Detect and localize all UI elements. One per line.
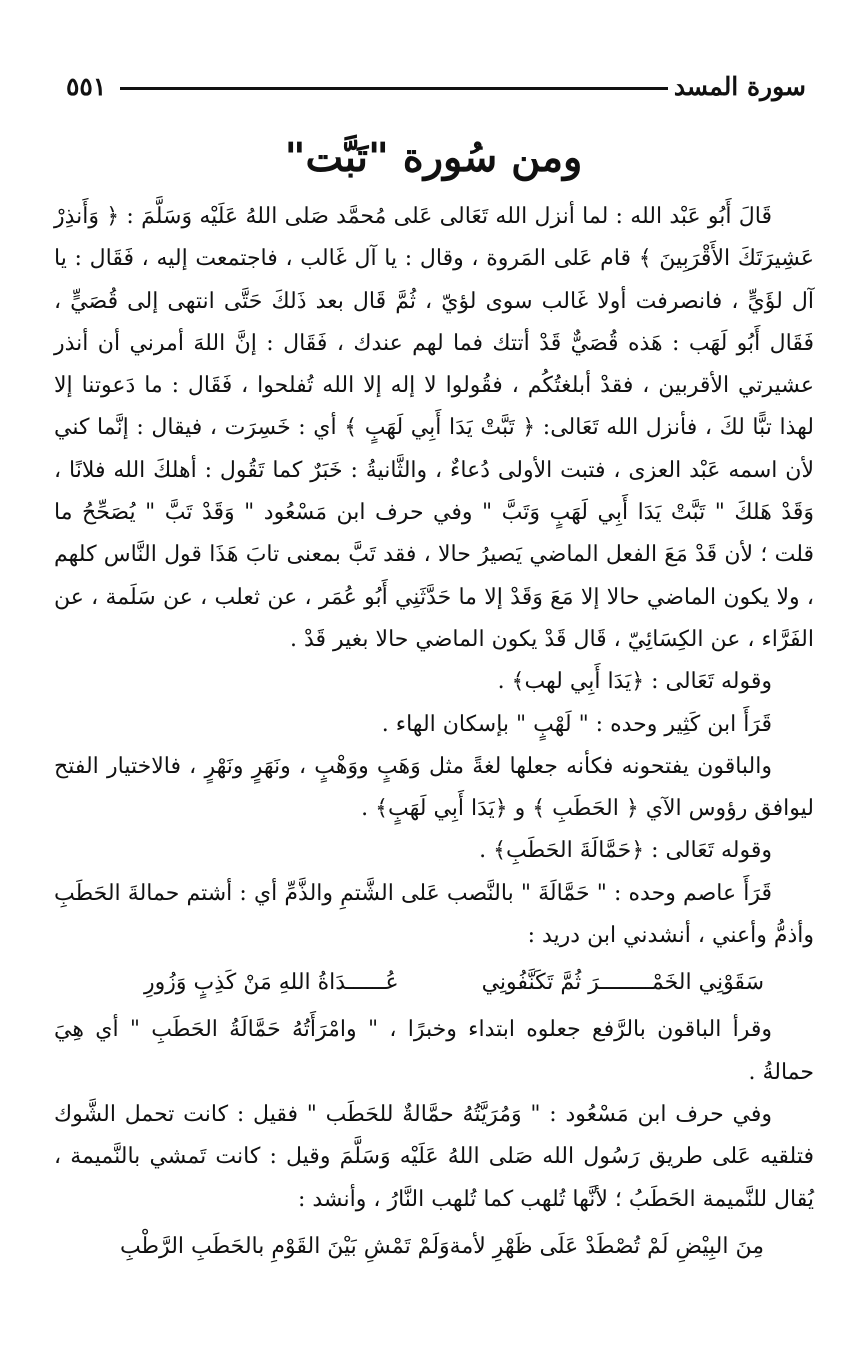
paragraph: قَرَأَ ابن كَثِير وحده : " لَهْبٍ " بإسكان الهاء . [381, 711, 772, 737]
body-text [54, 196, 814, 1273]
poetry-verse [54, 957, 814, 1009]
verse-first-hemistich: مِنَ البِيْضِ لَمْ تُصْطَدْ عَلَى ظَهْرِ لأمة [449, 1233, 764, 1259]
verse-first-hemistich: سَقَوْنِي الخَمْــــــــرَ ثُمَّ تَكَنَّفُونِي [481, 970, 764, 996]
paragraph: قَالَ أَبُو عَبْد الله : لما أنزل الله تَعَالى عَلى مُحمَّد صَلى اللهُ عَلَيْه وَسَلَّمَ : ﴿ وَأَنذِرْ عَشِيرَتَكَ الأَقْرَبِينَ ﴾ قام عَلى المَروة ، وقال : يا آل غَالب ، فاجتمعت إليه ، فَقَال : يا آل لؤَيٍّ ، فانصرفت أولا غَالب سوى لؤيّ ، ثُمَّ قَال بعد ذَلكَ حَتَّى انتهى إلى قُصَيٍّ ، فَقَال أَبُو لَهَب : هَذه قُصَيٌّ قَدْ أتتك فما لهم عندك ، فَقَال : إنَّ اللهَ أمرني أن أنذر عشيرتي الأقربين ، فقدْ أبلغتُكُم ، فقُولوا لا إله إلا الله تُفلحوا ، فَقَال : ما دَعوتنا إلا لهذا تبًّا لكَ ، فأنزل الله تَعَالى: ﴿ تَبَّتْ يَدَا أَبِي لَهَبٍ ﴾ أي : خَسِرَت ، فيقال : إنَّما كني لأن اسمه عَبْد العزى ، فتبت الأولى دُعاءٌ ، والثَّانيةُ : خَبَرٌ كما تَقُول : أهلكَ الله فلانًا ، وَقَدْ هَلكَ " تَبَّتْ يَدَا أَبِي لَهَبٍ وَتَبَّ " وفي حرف ابن مَسْعُود " وَقَدْ تَبَّ " يُصَحِّحُ ما قلت ؛ لأن قَدْ مَعَ الفعل الماضي يَصيرُ حالا ، فقد تَبَّ بمعنى تابَ هَذَا قول النَّاس كلهم ، ولا يكون الماضي حالا إلا مَعَ وَقَدْ إلا ما حَدَّثَنِي أَبُو عُمَر ، عن ثعلب ، عن سَلَمة ، عن الفَرَّاء ، عن الكِسَائِيّ ، قَال قَدْ يكون الماضي حالا بغير قَدْ . [54, 204, 814, 652]
paragraph: وفي حرف ابن مَسْعُود : " وَمُرَيَّتُهُ حمَّالةٌ للحَطَب " فقيل : كانت تحمل الشَّوك فتلقيه عَلى طريق رَسُول الله صَلى اللهُ عَلَيْه وَسَلَّمَ وقيل : كانت تَمشي بالنَّميمة ، يُقال للنَّميمة الحَطَبُ ؛ لأنَّها تُلهب كما تُلهب النَّارُ ، وأنشد : [54, 1101, 814, 1212]
running-title: سورة المسد [673, 72, 806, 101]
paragraph: قَرَأَ عاصم وحده : " حَمَّالَةَ " بالنَّصب عَلى الشَّتمِ والذَّمِّ أي : أشتم حمالةَ الحَطَبِ وأذمُّ وأعني ، أنشدني ابن دريد : [54, 880, 814, 949]
paragraph: وقرأ الباقون بالرَّفع جعلوه ابتداء وخبرًا ، " وامْرَأَتُهُ حَمَّالَةُ الحَطَبِ " أي هِيَ حمالةُ . [54, 1017, 814, 1085]
page-number: ٥٥١ [66, 72, 107, 101]
paragraph: وقوله تَعَالى : ﴿حَمَّالَةَ الحَطَبِ﴾ . [479, 838, 772, 864]
paragraph: والباقون يفتحونه فكأنه جعلها لغةً مثل وَهَبٍ ووَهْبٍ ، ونَهَرٍ ونَهْرٍ ، فالاختيار الفتح ليوافق رؤوس الآي ﴿ الحَطَبِ ﴾ و ﴿يَدَا أَبِي لَهَبٍ﴾ . [54, 753, 814, 822]
verse-second-hemistich: وَلَمْ تَمْشِ بَيْنَ القَوْمِ بالحَطَبِ الرَّطْبِ [119, 1233, 450, 1259]
verse-second-hemistich: عُــــــدَاةُ اللهِ مَنْ كَذِبٍ وَزُورِ [144, 970, 399, 996]
chapter-title: ومن سُورة "تَبَّت" [284, 134, 583, 181]
paragraph: وقوله تَعَالى : ﴿يَدَا أَبِي لهب﴾ . [497, 669, 772, 695]
page-header [66, 70, 806, 106]
poetry-verse [54, 1221, 814, 1273]
header-rule [120, 87, 668, 90]
